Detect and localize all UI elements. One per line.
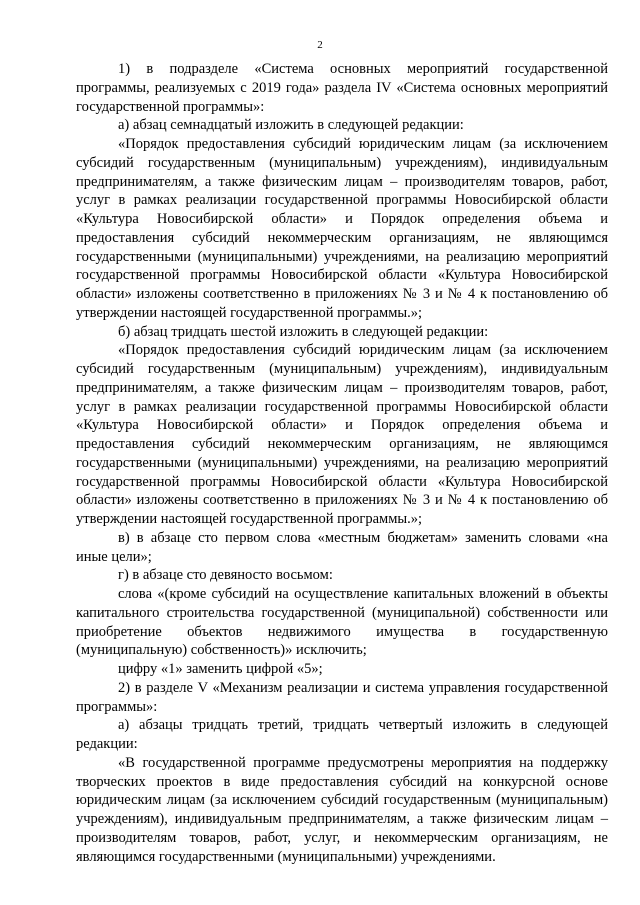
paragraph-quoted-text-2: «Порядок предоставления субсидий юридическим лицам (за исключением субсидий государственным (муниципальным) учреждениям), индивидуальным предпринимателям, а также физическим лицам – производителям товаров, работ, услуг в рамках реализации государственной программы Новосибирской области «Культура Новосибирской области» и Порядок определения объема и предоставления субсидий некоммерческим организациям, не являющимся государственными (муниципальными) учреждениями, на реализацию мероприятий государственной программы Новосибирской области «Культура Новосибирской области» изложены соответственно в приложениях № 3 и № 4 к постановлению об утверждении настоящей государственной программы.»; [76, 342, 608, 527]
paragraph-subitem-a-2: а) абзацы тридцать третий, тридцать четвертый изложить в следующей редакции: [76, 717, 608, 752]
paragraph-amendment-2: 2) в разделе V «Механизм реализации и система управления государственной программы»: [76, 679, 608, 715]
paragraph-amendment-1: 1) в подразделе «Система основных мероприятий государственной программы, реализуемых с 2019 года» раздела IV «Система основных мероприятий государственной программы»: [76, 61, 608, 115]
page-number: 2 [317, 39, 323, 51]
paragraph-subitem-v: в) в абзаце сто первом слова «местным бюджетам» заменить словами «на иные цели»; [76, 529, 608, 565]
paragraph-subitem-b: б) абзац тридцать шестой изложить в следующей редакции: [118, 323, 489, 340]
paragraph-subitem-g: г) в абзаце сто девяносто восьмом: [118, 567, 333, 584]
paragraph-digit-replace: цифру «1» заменить цифрой «5»; [118, 661, 323, 677]
document-body [76, 60, 608, 866]
paragraph-quoted-text-1: «Порядок предоставления субсидий юридическим лицам (за исключением субсидий государственным (муниципальным) учреждениям), индивидуальным предпринимателям, а также физическим лицам – производителям товаров, работ, услуг в рамках реализации государственной программы Новосибирской области «Культура Новосибирской области» и Порядок определения объема и предоставления субсидий некоммерческим организациям, не являющимся государственными (муниципальными) учреждениями, на реализацию мероприятий государственной программы Новосибирской области «Культура Новосибирской области» изложены соответственно в приложениях № 3 и № 4 к постановлению об утверждении настоящей государственной программы.»; [76, 136, 608, 321]
paragraph-subitem-a: а) абзац семнадцатый изложить в следующей редакции: [118, 117, 464, 134]
paragraph-quoted-text-3: «В государственной программе предусмотрены мероприятия на поддержку творческих проектов в виде предоставления субсидий на конкурсной основе юридическим лицам (за исключением субсидий государственным (муниципальным) учреждениям), индивидуальным предпринимателям, а также физическим лицам – производителям товаров, работ, услуг, и некоммерческим организациям, не являющимся государственными (муниципальными) учреждениями. [76, 754, 608, 865]
paragraph-words-exclude: слова «(кроме субсидий на осуществление капитальных вложений в объекты капитального строительства государственной (муниципальной) собственности или приобретение объектов недвижимого имущества в государственную (муниципальную) собственность)» исключить; [76, 586, 608, 659]
